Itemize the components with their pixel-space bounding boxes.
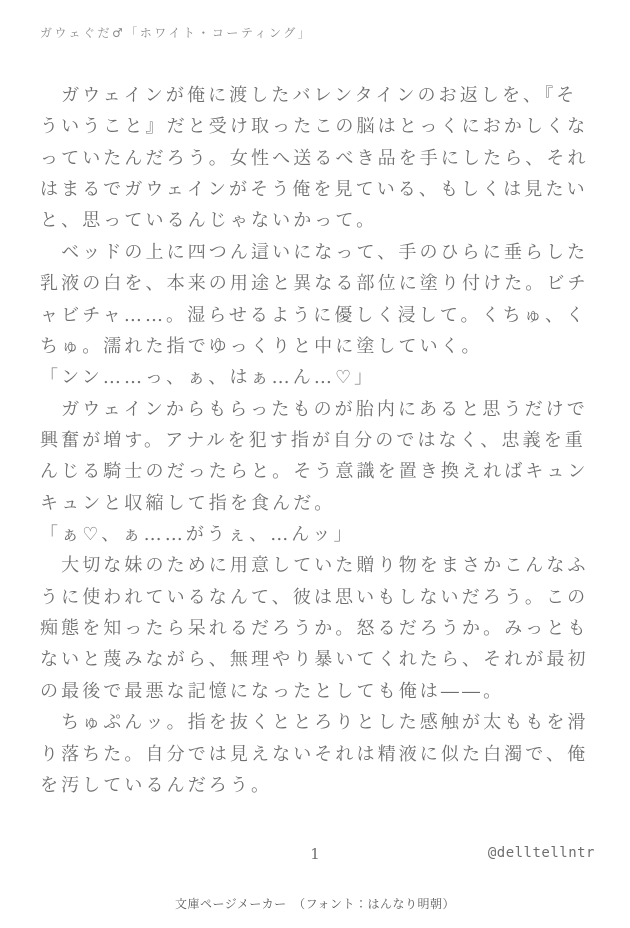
generator-credit: 文庫ページメーカー （フォント：はんなり明朝） — [174, 897, 456, 911]
body-text-line: と、思っているんじゃないかって。 — [40, 210, 378, 232]
footer — [0, 845, 630, 865]
body-text-line: 「ぁ♡、ぁ……がうぇ、…んッ」 — [40, 524, 355, 546]
body-text-line: ガウェインが俺に渡したバレンタインのお返しを、『そ — [40, 85, 578, 106]
body-text-line: ャビチャ……。湿らせるように優しく浸して。くちゅ、く — [40, 304, 588, 326]
body-text-line: んじる騎士のだったらと。そう意識を置き換えればキュン — [40, 461, 589, 483]
body-text-line: を汚しているんだろう。 — [40, 774, 273, 796]
body-text-line: ちゅぷんッ。指を抜くととろりとした感触が太ももを滑 — [40, 712, 589, 734]
body-text-line: ういうこと』だと受け取ったこの脳はとっくにおかしくな — [40, 116, 589, 138]
body-text-line: うに使われているなんて、彼は思いもしないだろう。この — [40, 586, 589, 608]
page-number: 1 — [310, 845, 320, 863]
body-text-line: 興奮が増す。アナルを犯す指が自分のではなく、忠義を重 — [40, 429, 586, 451]
body-text — [40, 80, 600, 801]
body-text-line: ガウェインからもらったものが胎内にあると思うだけで — [40, 398, 588, 420]
body-text-line: はまるでガウェインがそう俺を見ている、もしくは見たい — [40, 179, 588, 201]
body-text-line: 大切な妹のために用意していた贈り物をまさかこんなふ — [40, 555, 589, 577]
body-text-line: ベッドの上に四つん這いになって、手のひらに垂らした — [40, 241, 589, 263]
body-text-line: り落ちた。自分では見えないそれは精液に似た白濁で、俺 — [40, 743, 589, 765]
body-text-line: の最後で最悪な記憶になったとしても俺は――。 — [40, 680, 505, 702]
body-text-line: っていたんだろう。女性へ送るべき品を手にしたら、それ — [40, 147, 589, 169]
author-handle: @delltellntr — [487, 845, 595, 861]
body-text-line: ちゅ。濡れた指でゆっくりと中に塗していく。 — [40, 335, 483, 357]
body-text-line: キュンと収縮して指を食んだ。 — [40, 492, 336, 514]
body-text-line: 「ンン……っ、ぁ、はぁ…ん…♡」 — [40, 367, 376, 389]
body-text-line: ないと蔑みながら、無理やり暴いてくれたら、それが最初 — [40, 649, 589, 671]
story-title: ガウェぐだ♂「ホワイト・コーティング」 — [40, 26, 313, 40]
body-text-line: 乳液の白を、本来の用途と異なる部位に塗り付けた。ビチ — [40, 273, 589, 295]
body-text-line: 痴態を知ったら呆れるだろうか。怒るだろうか。みっとも — [40, 618, 589, 640]
